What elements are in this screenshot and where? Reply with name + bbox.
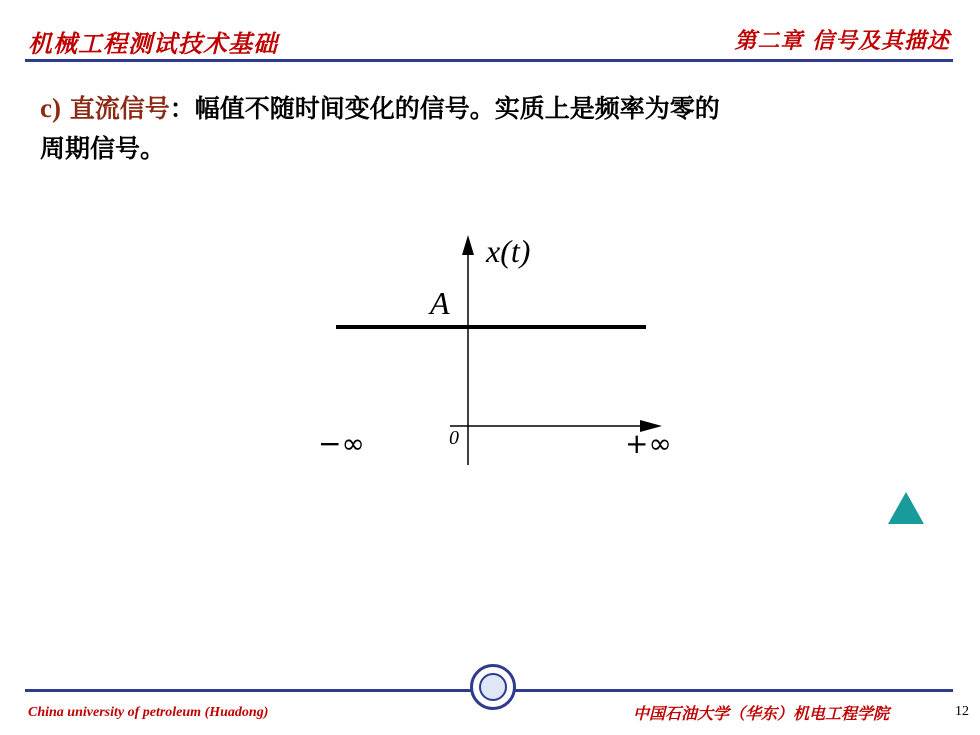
item-letter: c) bbox=[40, 93, 61, 123]
definition-line-2: 周期信号。 bbox=[40, 134, 166, 163]
y-axis-arrow-icon bbox=[462, 235, 474, 255]
institute-name-cn: 中国石油大学（华东）机电工程学院 bbox=[633, 704, 890, 723]
university-seal-icon bbox=[470, 664, 516, 710]
definition-paragraph bbox=[40, 88, 940, 169]
chapter-title: 第二章 信号及其描述 bbox=[734, 28, 950, 54]
pos-infinity-label: +∞ bbox=[625, 427, 672, 460]
page-number: 12 bbox=[955, 704, 969, 719]
dc-signal-diagram bbox=[300, 215, 720, 485]
term-label: 直流信号 bbox=[69, 94, 170, 123]
y-axis-label: x(t) bbox=[486, 233, 531, 269]
amplitude-label: A bbox=[430, 285, 450, 321]
triangle-up-icon[interactable] bbox=[888, 492, 924, 524]
header-divider bbox=[25, 59, 953, 62]
neg-infinity-label: −∞ bbox=[318, 427, 365, 460]
colon-text: ： bbox=[169, 94, 195, 123]
origin-label: 0 bbox=[449, 427, 459, 449]
university-name-en: China university of petroleum (Huadong) bbox=[28, 705, 269, 720]
definition-line-1: 幅值不随时间变化的信号。实质上是频率为零的 bbox=[194, 94, 720, 123]
seal-emblem bbox=[479, 673, 507, 701]
course-title: 机械工程测试技术基础 bbox=[28, 29, 278, 58]
